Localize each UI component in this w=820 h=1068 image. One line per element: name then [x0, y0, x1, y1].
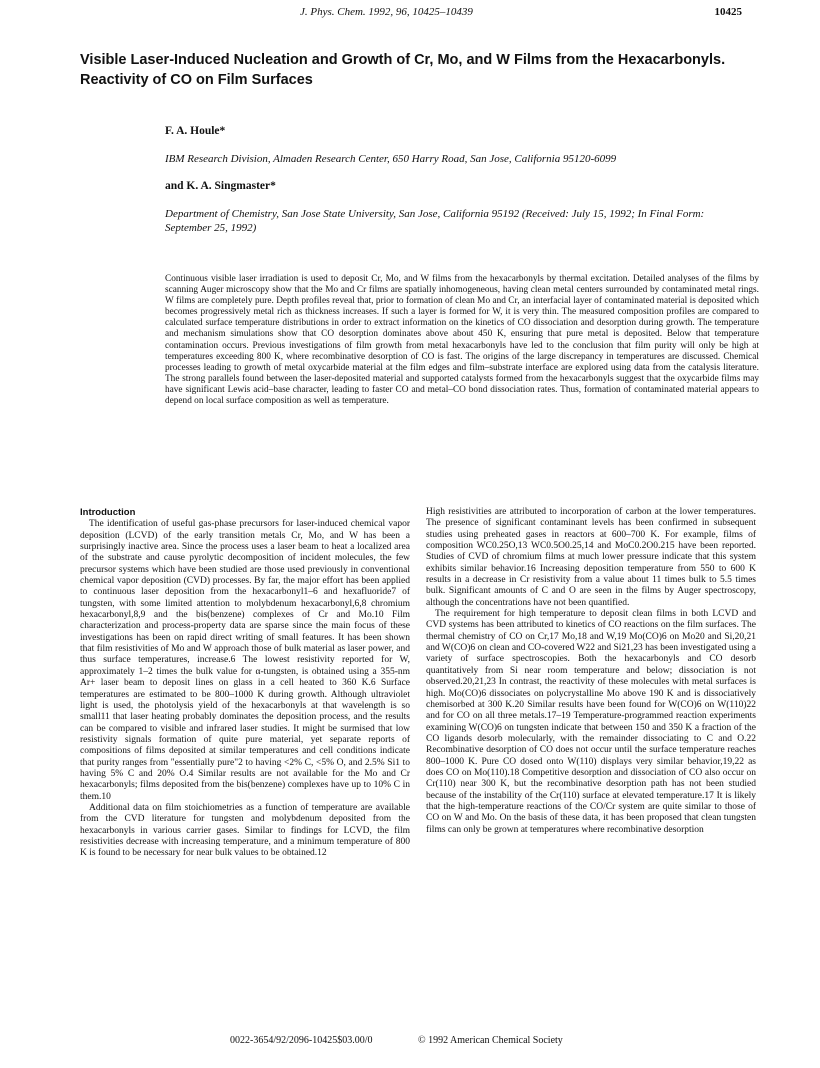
page-footer	[0, 1035, 820, 1049]
paragraph: Additional data on film stoichiometries as a function of temperature are available from the CVD literature for tungsten and molybdenum deposited from the hexacarbonyls in various carrier gases. Similar to findings for LCVD, the film resistivities decrease with increasing temperature, and a minimum temperature of 800 K is found to be necessary for near bulk values to be obtained.12	[80, 802, 410, 859]
page-number: 10425	[714, 6, 742, 18]
left-column	[80, 507, 410, 860]
author-1-name: F. A. Houle*	[165, 125, 226, 137]
running-head	[0, 6, 820, 22]
section-heading-introduction: Introduction	[80, 507, 136, 518]
right-column	[426, 507, 756, 836]
paragraph: High resistivities are attributed to incorporation of carbon at the lower temperatures. The presence of significant contaminant levels has been confirmed in subsequent studies using preheated gases in reactors at 600–700 K. For example, films of composition WC0.25O,13 WC0.5O0.25,14 and MoC0.2O0.215 have been reported. Studies of CVD of chromium films at much lower pressure indicate that this system exhibits similar behavior.16 Increasing deposition temperature from 550 to 600 K results in a decrease in Cr resistivity from a value about 11 times bulk to 5.5 times bulk. Significant amounts of C and O are seen in the films by Auger spectroscopy, although the concentrations have not been quantified.	[426, 507, 756, 608]
journal-citation: J. Phys. Chem. 1992, 96, 10425–10439	[300, 6, 473, 18]
copyright-notice: © 1992 American Chemical Society	[418, 1035, 563, 1046]
paper-title: Visible Laser-Induced Nucleation and Growth of Cr, Mo, and W Films from the Hexacarbonyls. Reactivity of CO on Film Surfaces	[80, 52, 726, 88]
paragraph: The requirement for high temperature to deposit clean films in both LCVD and CVD systems has been attributed to kinetics of CO reactions on the film surfaces. The thermal chemistry of CO on Cr,17 Mo,18 and W,19 Mo(CO)6 on Mo20 and Si,20,21 and W(CO)6 on clean and CO-covered W22 and Si21,23 has been investigated using a variety of surface spectroscopies. Both the hexacarbonyls and CO desorb quantitatively from Si near room temperature and below; dissociation is not observed.20,21,23 In contrast, the reactivity of these molecules with metal surfaces is high. Mo(CO)6 dissociates on polycrystalline Mo above 190 K and is dissociatively chemisorbed at 300 K.20 Similar results have been found for W(CO)6 on W(110)22 and for CO on all three metals.17–19 Temperature-programmed reaction experiments examining W(CO)6 on tungsten indicate that between 150 and 350 K a fraction of the CO ligands desorb molecularly, with the remainder dissociating to C and O.22 Recombinative desorption of CO does not occur until the surface temperature reaches 800–1000 K. Pure CO dosed onto W(110) displays very similar behavior,19,22 as does CO on Mo(110).18 Competitive desorption and dissociation of CO also occur on Cr(110) near 300 K, but the recombinative desorption path has not been studied because of the instability of the Cr(110) surface at elevated temperature.17 It is likely that the high-temperature reactions of the CO/Cr system are quite similar to those of CO on W and Mo. On the basis of these data, it has been proposed that clean tungsten films can only be grown at temperatures where recombinative desorption	[426, 609, 756, 835]
article-code: 0022-3654/92/2096-10425$03.00/0	[230, 1035, 373, 1046]
paragraph: The identification of useful gas-phase precursors for laser-induced chemical vapor deposition (LCVD) of the early transition metals Cr, Mo, and W has been a surprisingly inactive area. Since the process uses a laser beam to heat a localized area of the substrate and cause pyrolytic decomposition of incident molecules, the few precursor systems which have been studied are those used previously in conventional chemical vapor deposition (CVD) processes. By far, the major effort has been applied to continuous laser deposition from the hexacarbonyl1–6 and hexafluoride7 of tungsten, with some limited attention to molybdenum hexacarbonyl,6,8 chromium hexacarbonyl,8,9 and the bis(benzene) complexes of Cr and Mo.10 Film characterization and process-property data are sparse since the main focus of these investigations has been on rapid direct writing of small features. It has been shown that film resistivities of Mo and W approach those of bulk material as laser power, and thus surface temperatures, increase.6 The lowest resistivity reported for W, approximately 1–2 times the bulk value for α-tungsten, is obtained using a 355-nm Ar+ laser beam to deposit lines on glass in a cell heated to 360 K.6 Surface temperatures are estimated to be 800–1000 K during growth. Although ultraviolet light is used, the photolysis yield of the hexacarbonyls at that wavelength is so small11 that laser heating probably dominates the deposition process, and the results can be compared to visible and infrared laser studies. It might be surmised that low resistivity signals formation of quite pure material, yet separate reports of compositions of films deposited at similar temperatures and cell conditions indicate that purity ranges from "essentially pure"2 to having <2% C, <5% O, and 2.5% Si1 to having 5% C and 20% O.4 Similar results are not available for the Mo and Cr hexacarbonyls; films deposited from the bis(benzene) complexes have up to 10% C in them.10	[80, 519, 410, 802]
author-2-name: and K. A. Singmaster*	[165, 180, 276, 192]
abstract: Continuous visible laser irradiation is used to deposit Cr, Mo, and W films from the hexacarbonyls by thermal excitation. Detailed analyses of the films by scanning Auger microscopy show that the Mo and Cr films are spatially inhomogeneous, having clean metal centers surrounded by contaminated metal rings. W films are completely pure. Depth profiles reveal that, prior to formation of clean Mo and Cr, an interfacial layer of contaminated material is deposited which becomes progressively metal rich as thickness increases. If such a layer is formed for W, it is very thin. The measured composition profiles are compared to calculated surface temperature distributions in order to extract information on the kinetics of CO dissociation and desorption during growth. The temperature and mechanism simulations show that CO desorption dominates above about 450 K, ensuring that pure metal is deposited. Below that temperature contamination occurs. Previous investigations of film growth from metal hexacarbonyls have led to the conclusion that film purity will only be high at temperatures exceeding 800 K, where recombinative desorption of CO is fast. The origins of the large discrepancy in temperatures are discussed. Chemical processes leading to growth of metal oxycarbide material at the film edges and film–substrate interface are explored using data from the catalysis literature. The strong parallels found between the laser-deposited material and supported catalysts formed from the hexacarbonyls suggest that the oxycarbide films may have significant Lewis acid–base character, leading to faster CO and metal–CO bond dissociation rates. Thus, formation of contaminated material appears to depend on local surface composition as well as temperature.	[165, 274, 759, 407]
author-1-affiliation: IBM Research Division, Almaden Research Center, 650 Harry Road, San Jose, California 95120-6099	[165, 153, 617, 165]
author-2-affiliation: Department of Chemistry, San Jose State University, San Jose, California 95192 (Received: July 15, 1992; In Final Form: September 25, 1992)	[165, 208, 705, 234]
